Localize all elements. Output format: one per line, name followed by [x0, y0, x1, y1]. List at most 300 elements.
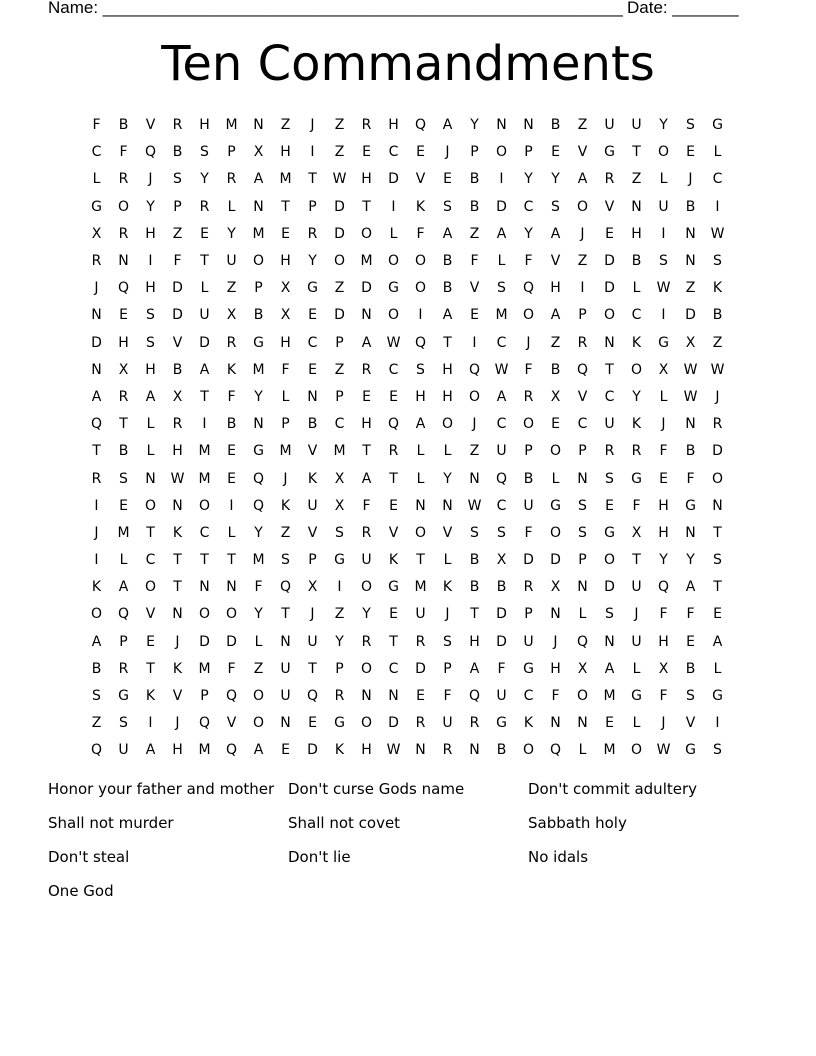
grid-letter: H: [361, 171, 372, 188]
grid-letter: A: [91, 633, 102, 650]
grid-letter: M: [252, 552, 265, 569]
grid-letter: E: [551, 144, 560, 161]
grid-letter: R: [91, 470, 102, 487]
grid-letter: Y: [659, 552, 668, 569]
grid-letter: G: [523, 660, 534, 677]
grid-letter: J: [634, 606, 639, 623]
grid-letter: I: [202, 416, 207, 433]
grid-letter: D: [604, 253, 615, 270]
word-list-item: Don't commit adultery: [528, 780, 698, 798]
grid-letter: W: [332, 171, 347, 188]
grid-row: [83, 302, 743, 329]
grid-letter: A: [712, 633, 723, 650]
grid-letter: M: [279, 443, 292, 460]
grid-letter: O: [468, 388, 481, 405]
grid-letter: C: [388, 144, 399, 161]
grid-letter: L: [146, 443, 155, 460]
grid-letter: R: [469, 715, 480, 732]
grid-letter: U: [496, 688, 507, 705]
grid-letter: L: [632, 715, 641, 732]
grid-letter: M: [414, 579, 427, 596]
grid-letter: S: [605, 470, 614, 487]
grid-letter: B: [442, 280, 453, 297]
grid-row: [83, 465, 743, 492]
grid-letter: I: [391, 198, 396, 215]
grid-letter: N: [253, 416, 264, 433]
grid-letter: Y: [524, 171, 533, 188]
grid-letter: B: [496, 579, 507, 596]
grid-letter: T: [605, 361, 614, 378]
grid-letter: O: [414, 253, 427, 270]
grid-row: [83, 139, 743, 166]
grid-letter: U: [523, 497, 534, 514]
grid-letter: K: [226, 361, 237, 378]
grid-letter: R: [118, 171, 129, 188]
grid-letter: U: [415, 606, 426, 623]
grid-letter: E: [362, 388, 371, 405]
grid-letter: O: [387, 253, 400, 270]
grid-letter: U: [604, 117, 615, 134]
grid-letter: K: [631, 334, 642, 351]
grid-letter: I: [715, 198, 720, 215]
grid-letter: P: [200, 688, 209, 705]
grid-letter: S: [605, 606, 614, 623]
grid-letter: Z: [91, 715, 102, 732]
grid-letter: P: [281, 416, 290, 433]
grid-letter: F: [227, 388, 236, 405]
grid-letter: R: [577, 334, 588, 351]
grid-letter: Z: [253, 660, 264, 677]
grid-letter: Y: [551, 171, 560, 188]
grid-letter: N: [442, 497, 453, 514]
grid-letter: Z: [577, 117, 588, 134]
grid-letter: U: [307, 633, 318, 650]
grid-letter: D: [172, 307, 183, 324]
grid-letter: O: [630, 361, 643, 378]
grid-letter: O: [360, 225, 373, 242]
grid-letter: W: [710, 225, 725, 242]
grid-letter: H: [172, 443, 183, 460]
grid-letter: R: [91, 253, 102, 270]
grid-letter: J: [526, 334, 531, 351]
grid-letter: U: [658, 198, 669, 215]
grid-letter: L: [227, 524, 236, 541]
grid-letter: Y: [308, 253, 317, 270]
grid-letter: N: [91, 307, 102, 324]
grid-letter: M: [198, 660, 211, 677]
grid-letter: G: [388, 579, 399, 596]
grid-letter: D: [334, 307, 345, 324]
grid-letter: T: [308, 660, 317, 677]
grid-letter: L: [416, 470, 425, 487]
grid-letter: J: [661, 416, 666, 433]
grid-letter: Y: [254, 606, 263, 623]
grid-letter: H: [118, 334, 129, 351]
grid-letter: B: [469, 198, 480, 215]
grid-letter: K: [712, 280, 723, 297]
grid-letter: V: [550, 253, 561, 270]
grid-letter: M: [225, 117, 238, 134]
grid-letter: T: [146, 660, 155, 677]
grid-letter: B: [712, 307, 723, 324]
grid-letter: S: [497, 280, 506, 297]
grid-letter: P: [335, 388, 344, 405]
grid-letter: A: [145, 388, 156, 405]
grid-letter: D: [172, 280, 183, 297]
grid-letter: Y: [146, 198, 155, 215]
grid-letter: N: [496, 117, 507, 134]
grid-letter: S: [713, 742, 722, 759]
grid-letter: D: [496, 606, 507, 623]
grid-letter: H: [550, 280, 561, 297]
grid-letter: V: [442, 524, 453, 541]
grid-letter: C: [145, 552, 156, 569]
grid-letter: Q: [495, 470, 508, 487]
word-list-item: Honor your father and mother: [48, 780, 275, 798]
grid-letter: X: [658, 660, 669, 677]
grid-letter: X: [91, 225, 102, 242]
grid-letter: P: [524, 443, 533, 460]
grid-letter: M: [252, 225, 265, 242]
grid-letter: O: [360, 715, 373, 732]
grid-letter: H: [442, 361, 453, 378]
grid-letter: N: [361, 307, 372, 324]
grid-letter: J: [148, 171, 153, 188]
grid-letter: N: [415, 497, 426, 514]
grid-letter: Q: [90, 742, 103, 759]
grid-letter: K: [172, 660, 183, 677]
grid-letter: F: [686, 470, 695, 487]
grid-letter: E: [119, 497, 128, 514]
grid-letter: J: [94, 524, 99, 541]
grid-letter: P: [119, 633, 128, 650]
grid-letter: M: [279, 171, 292, 188]
grid-letter: Z: [280, 117, 291, 134]
grid-letter: E: [227, 470, 236, 487]
grid-letter: A: [361, 334, 372, 351]
grid-letter: B: [172, 144, 183, 161]
grid-letter: G: [631, 470, 642, 487]
grid-letter: V: [604, 198, 615, 215]
grid-letter: Z: [172, 225, 183, 242]
grid-letter: I: [661, 225, 666, 242]
grid-letter: Z: [280, 524, 291, 541]
grid-letter: S: [578, 497, 587, 514]
grid-letter: R: [415, 633, 426, 650]
grid-letter: L: [578, 606, 587, 623]
grid-letter: L: [659, 388, 668, 405]
grid-letter: B: [253, 307, 264, 324]
grid-letter: L: [119, 552, 128, 569]
grid-letter: L: [497, 253, 506, 270]
grid-letter: N: [253, 117, 264, 134]
grid-letter: J: [472, 416, 477, 433]
grid-letter: V: [172, 688, 183, 705]
grid-letter: O: [603, 552, 616, 569]
grid-letter: I: [580, 280, 585, 297]
grid-letter: Y: [335, 633, 344, 650]
grid-letter: S: [119, 715, 128, 732]
word-list: [48, 778, 788, 914]
grid-letter: F: [659, 688, 668, 705]
grid-letter: E: [551, 416, 560, 433]
grid-letter: J: [688, 171, 693, 188]
name-field-label: Name: _______________________________________________________: [48, 0, 623, 17]
grid-letter: G: [658, 334, 669, 351]
grid-letter: I: [337, 579, 342, 596]
grid-letter: X: [334, 497, 345, 514]
grid-letter: S: [416, 361, 425, 378]
grid-letter: F: [686, 606, 695, 623]
grid-letter: A: [253, 742, 264, 759]
grid-letter: B: [685, 198, 696, 215]
grid-letter: V: [577, 388, 588, 405]
grid-letter: P: [308, 198, 317, 215]
grid-letter: Z: [334, 606, 345, 623]
grid-letter: M: [252, 361, 265, 378]
grid-letter: Y: [686, 552, 695, 569]
grid-letter: B: [685, 443, 696, 460]
grid-letter: Z: [550, 334, 561, 351]
grid-letter: T: [281, 606, 290, 623]
grid-letter: S: [443, 198, 452, 215]
grid-letter: C: [199, 524, 210, 541]
grid-letter: D: [91, 334, 102, 351]
word-list-item: Don't steal: [48, 848, 130, 866]
grid-letter: G: [334, 715, 345, 732]
grid-letter: L: [443, 552, 452, 569]
grid-letter: J: [445, 606, 450, 623]
grid-letter: T: [92, 443, 101, 460]
grid-letter: S: [686, 688, 695, 705]
grid-letter: F: [524, 253, 533, 270]
grid-letter: S: [281, 552, 290, 569]
grid-letter: M: [198, 470, 211, 487]
grid-letter: C: [388, 361, 399, 378]
grid-letter: O: [549, 524, 562, 541]
grid-letter: E: [659, 470, 668, 487]
grid-letter: S: [659, 253, 668, 270]
grid-letter: F: [551, 688, 560, 705]
grid-letter: T: [389, 470, 398, 487]
grid-letter: Z: [469, 443, 480, 460]
grid-letter: H: [145, 361, 156, 378]
grid-letter: A: [145, 742, 156, 759]
grid-letter: Z: [685, 280, 696, 297]
grid-letter: N: [199, 579, 210, 596]
grid-letter: I: [715, 715, 720, 732]
grid-letter: S: [146, 334, 155, 351]
grid-letter: C: [496, 497, 507, 514]
grid-letter: E: [470, 307, 479, 324]
grid-letter: Q: [225, 688, 238, 705]
grid-letter: U: [523, 633, 534, 650]
grid-letter: O: [252, 253, 265, 270]
grid-letter: O: [711, 470, 724, 487]
grid-letter: S: [551, 198, 560, 215]
grid-letter: X: [334, 470, 345, 487]
grid-letter: I: [310, 144, 315, 161]
grid-letter: N: [469, 742, 480, 759]
grid-letter: H: [280, 144, 291, 161]
grid-letter: O: [360, 579, 373, 596]
grid-letter: H: [469, 633, 480, 650]
grid-letter: F: [254, 579, 263, 596]
grid-letter: T: [416, 552, 425, 569]
grid-letter: A: [496, 225, 507, 242]
grid-letter: D: [226, 633, 237, 650]
grid-letter: P: [470, 144, 479, 161]
grid-letter: E: [605, 497, 614, 514]
grid-letter: D: [604, 280, 615, 297]
grid-letter: K: [442, 579, 453, 596]
grid-letter: B: [469, 171, 480, 188]
grid-letter: V: [577, 144, 588, 161]
grid-letter: A: [577, 171, 588, 188]
grid-letter: R: [604, 171, 615, 188]
grid-letter: L: [632, 280, 641, 297]
grid-letter: B: [469, 579, 480, 596]
grid-row: [83, 438, 743, 465]
grid-letter: B: [118, 117, 129, 134]
grid-letter: H: [280, 334, 291, 351]
grid-letter: U: [226, 253, 237, 270]
grid-letter: B: [307, 416, 318, 433]
grid-letter: G: [253, 334, 264, 351]
grid-letter: T: [200, 388, 209, 405]
grid-letter: T: [200, 552, 209, 569]
grid-letter: L: [254, 633, 263, 650]
grid-letter: K: [172, 524, 183, 541]
grid-letter: N: [388, 688, 399, 705]
grid-row: [83, 629, 743, 656]
grid-letter: G: [550, 497, 561, 514]
grid-letter: R: [172, 416, 183, 433]
grid-letter: C: [496, 334, 507, 351]
grid-letter: F: [281, 361, 290, 378]
grid-letter: R: [361, 361, 372, 378]
grid-letter: B: [226, 416, 237, 433]
grid-letter: O: [522, 742, 535, 759]
grid-letter: R: [361, 524, 372, 541]
grid-letter: Q: [306, 688, 319, 705]
grid-letter: G: [685, 742, 696, 759]
grid-letter: Q: [387, 416, 400, 433]
grid-letter: L: [200, 280, 209, 297]
grid-letter: N: [685, 253, 696, 270]
grid-letter: K: [280, 497, 291, 514]
grid-letter: V: [685, 715, 696, 732]
grid-letter: L: [713, 660, 722, 677]
grid-letter: P: [227, 144, 236, 161]
date-field-label: Date: _______: [627, 0, 739, 17]
grid-letter: S: [578, 524, 587, 541]
grid-letter: S: [335, 524, 344, 541]
grid-letter: Z: [226, 280, 237, 297]
grid-letter: O: [387, 307, 400, 324]
grid-letter: V: [145, 606, 156, 623]
grid-letter: O: [522, 307, 535, 324]
grid-letter: U: [604, 416, 615, 433]
grid-letter: N: [118, 253, 129, 270]
grid-row: [83, 411, 743, 438]
grid-letter: M: [333, 443, 346, 460]
grid-letter: D: [199, 334, 210, 351]
grid-letter: L: [443, 443, 452, 460]
grid-letter: N: [280, 633, 291, 650]
grid-letter: J: [283, 470, 288, 487]
grid-letter: I: [472, 334, 477, 351]
grid-letter: L: [227, 198, 236, 215]
grid-letter: N: [550, 606, 561, 623]
grid-letter: N: [415, 742, 426, 759]
grid-letter: S: [173, 171, 182, 188]
grid-letter: X: [550, 388, 561, 405]
grid-letter: E: [389, 606, 398, 623]
grid-letter: L: [146, 416, 155, 433]
grid-letter: X: [685, 334, 696, 351]
grid-letter: H: [658, 633, 669, 650]
grid-letter: D: [685, 307, 696, 324]
grid-row: [83, 384, 743, 411]
grid-letter: F: [227, 660, 236, 677]
grid-letter: T: [470, 606, 479, 623]
grid-letter: J: [580, 225, 585, 242]
grid-letter: E: [119, 307, 128, 324]
grid-letter: T: [146, 524, 155, 541]
grid-letter: E: [281, 742, 290, 759]
word-list-item: Don't curse Gods name: [288, 780, 465, 798]
grid-letter: L: [389, 225, 398, 242]
grid-letter: O: [252, 715, 265, 732]
grid-letter: E: [308, 307, 317, 324]
grid-letter: Z: [334, 117, 345, 134]
grid-letter: X: [307, 579, 318, 596]
grid-letter: R: [118, 660, 129, 677]
grid-letter: G: [334, 552, 345, 569]
grid-letter: C: [523, 198, 534, 215]
grid-letter: Z: [469, 225, 480, 242]
grid-letter: R: [604, 443, 615, 460]
grid-letter: Q: [117, 606, 130, 623]
grid-letter: T: [632, 144, 641, 161]
grid-letter: E: [416, 144, 425, 161]
grid-letter: V: [307, 524, 318, 541]
grid-letter: A: [361, 470, 372, 487]
grid-row: [83, 112, 743, 139]
grid-letter: S: [497, 524, 506, 541]
grid-letter: P: [524, 606, 533, 623]
grid-letter: T: [443, 334, 452, 351]
grid-letter: T: [281, 198, 290, 215]
grid-letter: K: [523, 715, 534, 732]
grid-letter: A: [442, 307, 453, 324]
grid-letter: N: [280, 715, 291, 732]
grid-letter: M: [603, 742, 616, 759]
grid-letter: V: [388, 524, 399, 541]
grid-letter: C: [334, 416, 345, 433]
grid-letter: Q: [468, 688, 481, 705]
grid-letter: Q: [549, 742, 562, 759]
grid-letter: W: [494, 361, 509, 378]
grid-letter: S: [443, 633, 452, 650]
grid-letter: Q: [198, 715, 211, 732]
grid-letter: U: [442, 715, 453, 732]
grid-letter: E: [389, 497, 398, 514]
grid-letter: R: [172, 117, 183, 134]
grid-letter: R: [118, 388, 129, 405]
grid-letter: P: [443, 660, 452, 677]
